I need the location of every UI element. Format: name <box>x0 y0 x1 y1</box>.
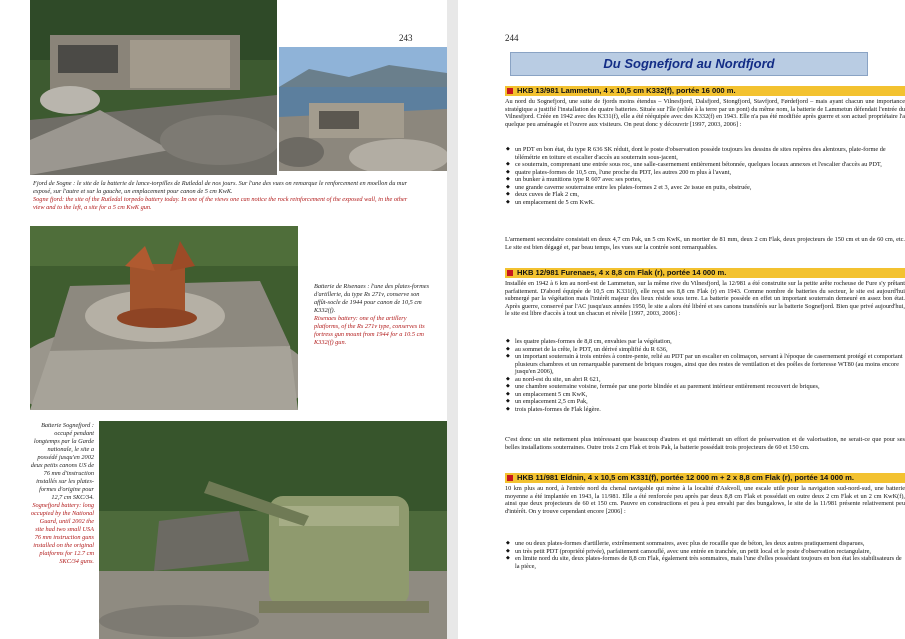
list-item: ◆ au sommet de la crête, le PDT, un dérivé simplifié du R 636, <box>505 346 905 354</box>
list-item: ◆ une grande caverne souterraine entre les plates-formes 2 et 3, avec 2e issue en puits, obstruée, <box>505 184 905 192</box>
caption-en: Risenaes battery: one of the artillery platforms, of the Rs 271v type, conserves its fortress gun mount from 1944 for a 10.5 cm K332(f) gun. <box>314 315 425 346</box>
chapter-title <box>510 52 868 76</box>
caption-sognefjord <box>30 422 94 566</box>
section-outro: C'est donc un site nettement plus intéressant que beaucoup d'autres et qui mériterait un effort de préservation et de valorisation, ne serait-ce que pour ses belles installations souterraines. Outre trois 2 cm Flak et trois Pak, la batterie possédait trois projecteurs de 60 et 150 cm. <box>505 436 905 451</box>
bullet-list <box>505 338 905 413</box>
list-item: ◆ trois plates-formes de Flak légère. <box>505 406 905 414</box>
list-item: ◆ un emplacement 5 cm KwK, <box>505 391 905 399</box>
photo-sognefjord-gun <box>99 421 447 639</box>
photo-rutledal-fjord-view <box>279 47 447 171</box>
list-item: ◆ ce souterrain, comprenant une entrée sous roc, une salle-casernement entièrement bétonnée, quelques locaux annexes et l'escalier d'accès au PDT, <box>505 161 905 169</box>
bullet-marker-icon <box>507 475 513 481</box>
gutter <box>447 0 458 639</box>
chapter-title-text: Du Sognefjord au Nordfjord <box>603 56 775 71</box>
list-item: ◆ deux cuves de Flak 2 cm, <box>505 191 905 199</box>
section-heading-text: HKB 12/981 Furenaes, 4 x 8,8 cm Flak (r), portée 14 000 m. <box>517 268 727 277</box>
list-item: ◆ un PDT en bon état, du type R 636 SK réduit, dont le poste d'observation possède toujours les dessins de sites repères des alentours, plate-forme de télémétrie en toiture et escalier d'accès au souterrain sous-jacent, <box>505 146 905 161</box>
bullet-marker-icon <box>507 270 513 276</box>
list-item: ◆ un emplacement 2,5 cm Pak, <box>505 398 905 406</box>
list-item: ◆ une chambre souterraine voisine, fermée par une porte blindée et au parement intérieur entièrement recouvert de briques, <box>505 383 905 391</box>
list-item: ◆ quatre plates-formes de 10,5 cm, l'une proche du PDT, les autres 200 m plus à l'avant, <box>505 169 905 177</box>
bullet-list <box>505 146 905 206</box>
list-item: ◆ un emplacement de 5 cm KwK. <box>505 199 905 207</box>
section-intro: 10 km plus au nord, à l'entrée nord du chenal navigable qui mène à la localité d'Askvoll, une escale utile pour la navigation sud-nord-sud, une batterie moyenne a été implantée en 1943, la 11/981. Elle a été renforcée peu après par deux 8,8 cm Flak et possédait en outre deux 2 cm Flak et un 2 cm KwK(f), ainsi que deux projecteurs de 60 et 150 cm. Pauvre en constructions et peu à peu envahi par des bungalows, le site de la 11/981 présente relativement peu d'intérêt. On y trouve cependant encore [2006] : <box>505 485 905 515</box>
list-item: ◆ un important souterrain à trois entrées à contre-pente, relié au PDT par un escalier en colimaçon, servant à l'époque de casernement protégé et comportant plusieurs chambres et un remarquable parement de briques rouges, ainsi que des restes de ventilation et des poêles de forteresse WT80 (au moins encore jusqu'en 2006), <box>505 353 905 376</box>
list-item: ◆ en limite nord du site, deux plates-formes de 8,8 cm Flak, également très sommaires, mais l'une d'elles possédant toujours en bon état les stabilisateurs de la pièce, <box>505 555 905 570</box>
list-item: ◆ les quatre plates-formes de 8,8 cm, envahies par la végétation, <box>505 338 905 346</box>
bullet-list <box>505 540 905 570</box>
list-item: ◆ au nord-est du site, un abri R 621, <box>505 376 905 384</box>
right-page <box>458 0 905 639</box>
page-number: 244 <box>505 33 519 43</box>
list-item: ◆ une ou deux plates-formes d'artillerie, extrêmement sommaires, avec plus de rocaille que de béton, les deux autres pratiquement disparues, <box>505 540 905 548</box>
section-heading-text: HKB 11/981 Eldnin, 4 x 10,5 cm K331(f), portée 12 000 m + 2 x 8,8 cm Flak (r), portée 14 000 m. <box>517 473 855 482</box>
photo-risenaes-gun-mount <box>30 226 298 410</box>
section-intro: Au nord du Sognefjord, une suite de fjords moins étendus – Vilnesfjord, Dalsfjord, Stongfjord, Stavfjord, Førdefjord – mais ayant chacun une importance stratégique a justifié l'installation de quatre batteries. Située sur l'île (reliée à la terre par un pont) du même nom, la batterie de Lammetun défendait l'entrée du Vilnesfjord. Créée en 1942 avec des K331(f), elle a été rééquipée avec des K332(f) en 1943. Elle n'a pas été modifiée après guerre et son actuel propriétaire l'a quelque peu aménagée et l'ouvre aux visiteurs. On peut donc y découvrir [1997, 2003, 2006] : <box>505 98 905 128</box>
caption-risenaes <box>314 283 432 347</box>
caption-en: Sogne fjord: the site of the Rutledal torpedo battery today. In one of the views one can notice the rock reinforcement of the exposed wall, in the other view and to the left, a site for a 5 cm KwK gun. <box>33 196 408 211</box>
list-item: ◆ un très petit PDT (propriété privée), parfaitement camouflé, avec une entrée en tranchée, un petit local et le poste d'observation rectangulaire, <box>505 548 905 556</box>
section-outro: L'armement secondaire consistait en deux 4,7 cm Pak, un 5 cm KwK, un mortier de 81 mm, deux 2 cm Flak, deux projecteurs de 150 cm et un de 60 cm, etc. Le site est bien dégagé et, par beau temps, les vues sur la contrée sont remarquables. <box>505 236 905 251</box>
section-heading <box>505 86 905 96</box>
caption-en: Sognefjord battery: long occupied by the National Guard, until 2002 the site had two small USA 76 mm instruction guns installed on the original platforms for 12.7 cm SKC/34 guns. <box>30 502 94 565</box>
section-heading-text: HKB 13/981 Lammetun, 4 x 10,5 cm K332(f), portée 16 000 m. <box>517 86 736 95</box>
caption-fr: Batterie de Risenaes : l'une des plates-formes d'artillerie, du type Rs 271v, conserve son affût-socle de 1944 pour canon de 10,5 cm K332(f). <box>314 283 430 314</box>
section-heading <box>505 473 905 483</box>
caption-fr: Batterie Sognefjord : occupé pendant longtemps par la Garde nationale, le site a possédé jusqu'en 2002 deux petits canons US de 76 mm d'instruction installés sur les plates-formes d'origine pour 12,7 cm SKC/34. <box>30 422 94 501</box>
left-page <box>0 0 447 639</box>
page-number: 243 <box>399 33 413 43</box>
bullet-marker-icon <box>507 88 513 94</box>
section-heading <box>505 268 905 278</box>
photo-rutledal-battery <box>30 0 277 175</box>
caption-fr: Fjord de Sogne : le site de la batterie de lance-torpilles de Rutledal de nos jours. Sur l'une des vues on remarque le renforcement en moellon du mur exposé, sur l'autre et sur la gauche, un emplacement pour canon de 5 cm KwK. <box>33 180 408 195</box>
caption-rutledal <box>33 180 413 212</box>
section-intro: Installée en 1942 à 6 km au nord-est de Lammetun, sur la même rive du Vilnesfjord, la 12/981 a été construite sur la petite arête rocheuse de Fure s'y prêtant parfaitement. D'abord équipée de 10,5 cm K331(f), elle reçut ses 8,8 cm Flak (r) en 1943. Comme nombre de batteries du secteur, le site est aujourd'hui submergé par la végétation mais l'intérêt majeur des lieux réside sous terre. La batterie possède en effet un important souterrain demeuré en assez bon état. Après guerre, conservé par l'AC jusqu'aux années 1950, le site a alors été libéré et ses canons transférés sur la batterie Sognefjord. Bien que privé aujourd'hui, le site est libre d'accès à tout un chacun et révèle [1997, 2003, 2006] : <box>505 280 905 318</box>
list-item: ◆ un bunker à munitions type R 607 avec ses portes, <box>505 176 905 184</box>
